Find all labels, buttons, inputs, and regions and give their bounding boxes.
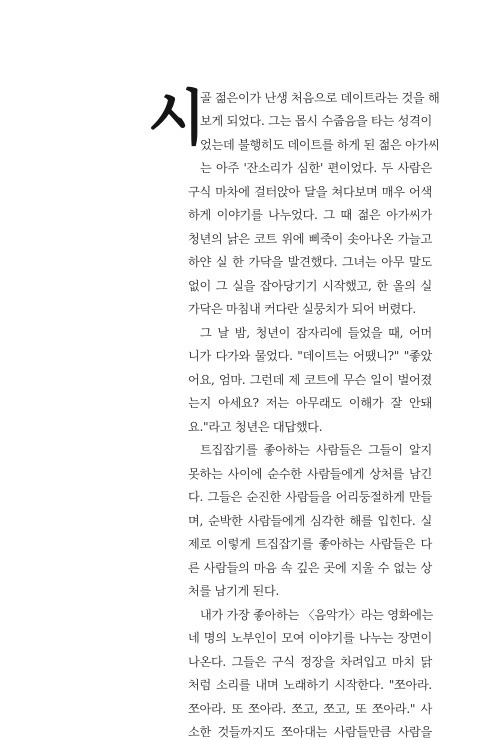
text-line: 구식 마차에 걸터앉아 달을 쳐다보며 매우 어색 bbox=[188, 185, 432, 199]
text-line: 처를 남기게 된다. bbox=[188, 584, 280, 598]
text-line: 보게 되었다. 그는 몹시 수줍음을 타는 성격이 bbox=[200, 114, 432, 128]
text-line: 처럼 소리를 내며 노래하기 시작한다. "쪼아라. bbox=[188, 678, 432, 692]
text-line: 어요, 엄마. 그런데 제 코트에 무슨 일이 벌어졌 bbox=[188, 373, 432, 387]
text-line: 하게 이야기를 나누었다. 그 때 젊은 아가씨가 bbox=[188, 208, 432, 222]
text-line: 니가 다가와 물었다. "데이트는 어땠니?" "좋았 bbox=[188, 349, 432, 363]
text-line: 다. 그들은 순진한 사람들을 어리둥절하게 만들 bbox=[188, 490, 432, 504]
text-line: 네 명의 노부인이 모여 이야기를 나누는 장면이 bbox=[188, 631, 432, 645]
text-line: 나온다. 그들은 구식 정장을 차려입고 마치 닭 bbox=[188, 655, 432, 669]
text-line: 요."라고 청년은 대답했다. bbox=[188, 420, 323, 434]
text-line: 가닥은 마침내 커다란 실뭉치가 되어 버렸다. bbox=[188, 302, 416, 316]
paragraph-first-line: 그 날 밤, 청년이 잠자리에 들었을 때, 어머 bbox=[200, 326, 432, 340]
text-line: 제로 이렇게 트집잡기를 좋아하는 사람들은 다 bbox=[188, 537, 432, 551]
text-line: 는지 아세요? 저는 아무래도 이해가 잘 안돼 bbox=[188, 396, 432, 410]
text-line: 못하는 사이에 순수한 사람들에게 상처를 남긴 bbox=[188, 467, 432, 481]
text-line: 며, 순박한 사람들에게 심각한 해를 입힌다. 실 bbox=[188, 514, 432, 528]
text-line: 소한 것들까지도 쪼아대는 사람들만큼 사람을 bbox=[188, 725, 432, 739]
text-line: 었는데 불행히도 데이트를 하게 된 젊은 아가씨 bbox=[200, 138, 440, 152]
text-line: 하얀 실 한 가닥을 발견했다. 그녀는 아무 말도 bbox=[188, 255, 432, 269]
text-line: 청년의 낡은 코트 위에 삐죽이 솟아나온 가늘고 bbox=[188, 232, 432, 246]
paragraph-first-line: 트집잡기를 좋아하는 사람들은 그들이 알지 bbox=[200, 443, 432, 457]
paragraph-first-line: 내가 가장 좋아하는 〈음악가〉라는 영화에는 bbox=[200, 608, 434, 622]
text-line: 없이 그 실을 잡아당기기 시작했고, 한 올의 실 bbox=[188, 279, 432, 293]
text-line: 는 아주 '잔소리가 심한' 편이었다. 두 사람은 bbox=[200, 161, 432, 175]
text-line: 른 사람들의 마음 속 깊은 곳에 지울 수 없는 상 bbox=[188, 561, 432, 575]
text-line: 골 젊은이가 난생 처음으로 데이트라는 것을 해 bbox=[200, 91, 440, 105]
text-line: 쪼아라. 또 쪼아라. 쪼고, 쪼고, 또 쪼아라." 사 bbox=[188, 702, 432, 716]
drop-cap: 시 bbox=[148, 84, 206, 154]
